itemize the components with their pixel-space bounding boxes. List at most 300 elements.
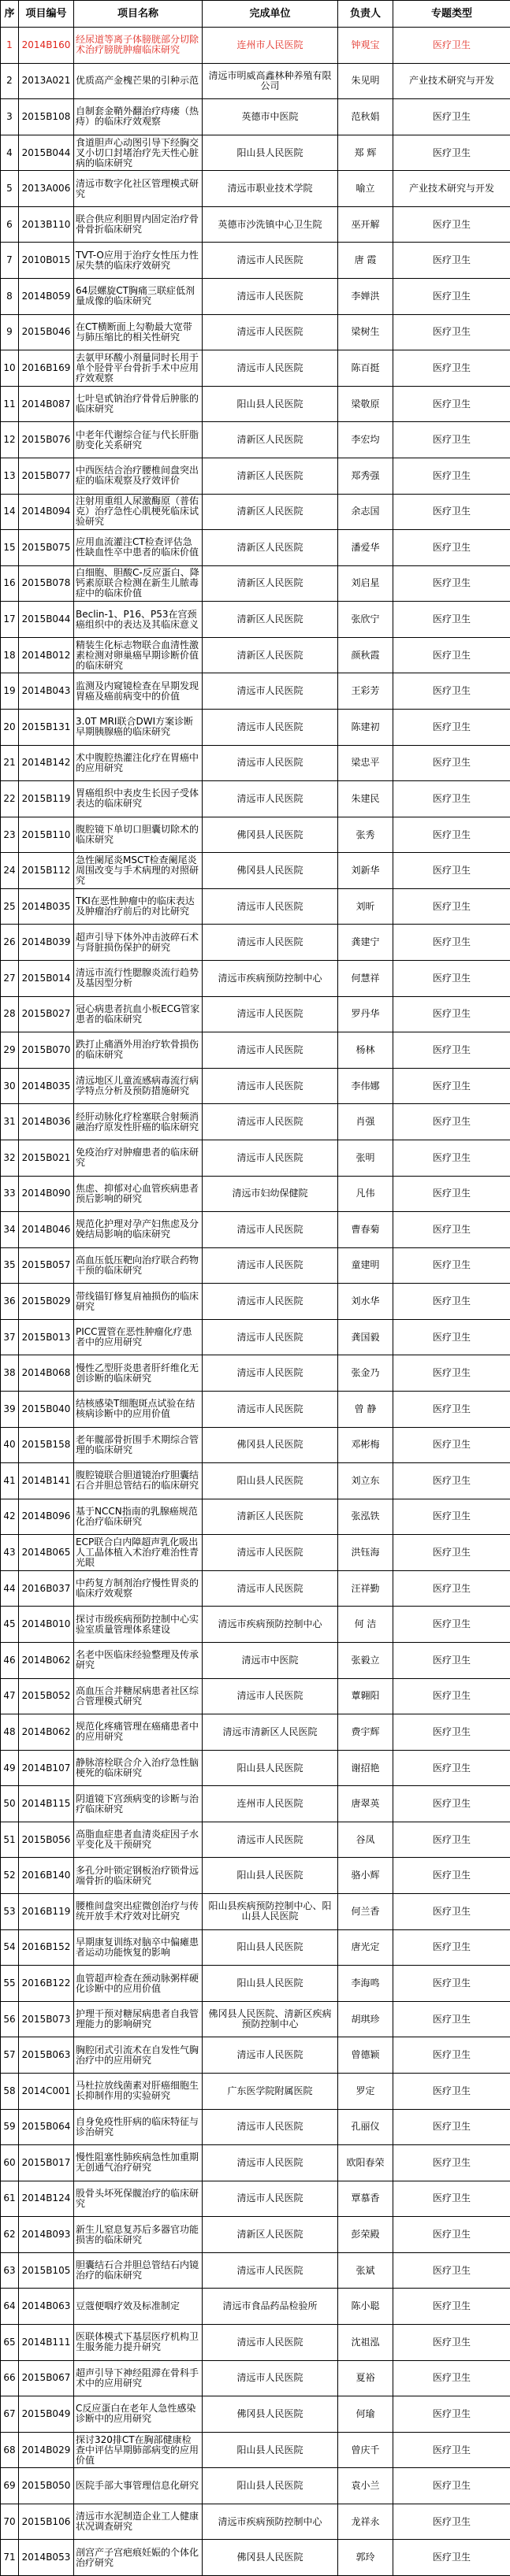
cell-person <box>338 494 393 530</box>
cell-code <box>19 1427 74 1463</box>
cell-unit <box>203 458 338 494</box>
cell-unit <box>203 99 338 135</box>
cell-code <box>19 853 74 889</box>
cell-unit-text: 佛冈县人民医院 <box>236 2408 303 2419</box>
cell-unit <box>203 1032 338 1069</box>
cell-code-text: 2015B050 <box>21 2481 71 2492</box>
cell-no <box>1 1929 19 1966</box>
cell-no <box>1 28 19 64</box>
cell-code-text: 2014B062 <box>21 1655 71 1666</box>
cell-title-text: 优质高产金槐芒果的引种示范 <box>76 76 199 87</box>
cell-unit <box>203 745 338 781</box>
cell-no-text: 61 <box>3 2193 16 2204</box>
cell-person-text: 张秀 <box>356 829 375 840</box>
cell-type <box>393 673 510 710</box>
cell-unit-text: 清远市人民医院 <box>236 2193 303 2204</box>
cell-type-text: 医疗卫生 <box>432 2157 471 2168</box>
cell-type-text: 医疗卫生 <box>432 2229 471 2241</box>
cell-type <box>393 2504 510 2540</box>
cell-unit <box>203 28 338 64</box>
cell-title <box>74 1247 203 1284</box>
cell-no-text: 28 <box>3 1009 16 1020</box>
cell-person-text: 范秋娟 <box>351 111 380 122</box>
cell-code-text: 2015B105 <box>21 2265 71 2276</box>
header-type: 专题类型 <box>393 1 510 28</box>
cell-unit-text: 清远市清新区人民医院 <box>222 1726 318 1737</box>
cell-type <box>393 135 510 171</box>
cell-title-text: 3.0T MRI联合DWI方案诊断早期胰腺癌的临床研究 <box>76 717 194 738</box>
cell-title <box>74 99 203 135</box>
table-row <box>1 1607 510 1643</box>
cell-unit-text: 佛冈县人民医院 <box>236 2552 303 2563</box>
cell-code-text: 2016B119 <box>21 1906 71 1917</box>
cell-unit <box>203 2145 338 2181</box>
cell-code-text: 2015B021 <box>21 1152 71 1163</box>
cell-no-text: 14 <box>3 506 16 517</box>
cell-type-text: 医疗卫生 <box>432 2301 471 2312</box>
cell-code-text: 2015B014 <box>21 973 71 984</box>
cell-no-text: 59 <box>3 2122 16 2133</box>
cell-no-text: 40 <box>3 1440 16 1451</box>
cell-unit <box>203 1678 338 1714</box>
cell-type-text: 产业技术研究与开发 <box>408 76 494 87</box>
cell-code-text: 2015B076 <box>21 435 71 446</box>
cell-type <box>393 1535 510 1571</box>
cell-code-text: 2015B158 <box>21 1440 71 1451</box>
cell-person <box>338 1607 393 1643</box>
cell-no <box>1 1607 19 1643</box>
cell-person-text: 龚国毅 <box>351 1332 380 1343</box>
cell-type <box>393 1570 510 1607</box>
cell-person-text: 罗丹华 <box>351 1009 380 1020</box>
cell-type-text: 医疗卫生 <box>432 1978 471 1989</box>
cell-title-text: 胸腔闭式引流术在自发性气胸治疗中的应用研究 <box>76 2044 199 2066</box>
cell-unit-text: 清远市人民医院 <box>236 1080 303 1092</box>
cell-code-text: 2014B035 <box>21 901 71 912</box>
cell-no <box>1 1714 19 1751</box>
cell-code-text: 2016B169 <box>21 362 71 373</box>
cell-type <box>393 602 510 638</box>
table-row <box>1 2037 510 2074</box>
cell-code <box>19 2073 74 2109</box>
cell-title <box>74 2360 203 2396</box>
cell-title <box>74 2252 203 2289</box>
cell-type <box>393 996 510 1032</box>
cell-unit <box>203 1212 338 1248</box>
cell-title <box>74 637 203 673</box>
cell-title-text: 股骨头坏死保髋治疗的临床研究 <box>76 2188 199 2209</box>
cell-title <box>74 2289 203 2325</box>
cell-type-text: 医疗卫生 <box>432 2516 471 2527</box>
cell-type-text: 医疗卫生 <box>432 2014 471 2025</box>
cell-code <box>19 1607 74 1643</box>
cell-no <box>1 853 19 889</box>
cell-title <box>74 63 203 99</box>
cell-no-text: 13 <box>3 470 16 481</box>
cell-unit <box>203 1247 338 1284</box>
cell-person <box>338 2037 393 2074</box>
cell-unit <box>203 853 338 889</box>
cell-person-text: 沈祖泓 <box>351 2337 380 2348</box>
cell-code <box>19 925 74 961</box>
table-row <box>1 853 510 889</box>
cell-title <box>74 1894 203 1930</box>
cell-no-text: 52 <box>3 1870 16 1881</box>
cell-code <box>19 709 74 745</box>
cell-title-text: 清远市数字化社区管理模式研究 <box>76 178 199 199</box>
cell-person <box>338 2540 393 2576</box>
cell-title-text: 早期康复训练对脑卒中偏瘫患者运动功能恢复的影响 <box>76 1937 199 1958</box>
cell-unit-text: 清远市食品药品检验所 <box>222 2301 318 2312</box>
cell-unit-text: 阳山县疾病预防控制中心、阳山县人民医院 <box>208 1901 332 1922</box>
cell-title <box>74 2540 203 2576</box>
cell-type <box>393 1032 510 1069</box>
cell-unit <box>203 350 338 387</box>
cell-unit <box>203 2109 338 2145</box>
cell-title <box>74 2468 203 2504</box>
table-row <box>1 314 510 350</box>
cell-code <box>19 171 74 207</box>
cell-title-text: 高血压低压靶向治疗联合药物干预的临床研究 <box>76 1255 199 1276</box>
cell-unit-text: 清远市人民医院 <box>236 1117 303 1128</box>
cell-no <box>1 2037 19 2074</box>
cell-code <box>19 1319 74 1355</box>
cell-no <box>1 2217 19 2253</box>
cell-code <box>19 1032 74 1069</box>
cell-title-text: 胃癌组织中表皮生长因子受体表达的临床研究 <box>76 788 199 810</box>
cell-title <box>74 1714 203 1751</box>
cell-person-text: 曾庆千 <box>351 2444 380 2456</box>
cell-title <box>74 2181 203 2217</box>
cell-unit <box>203 314 338 350</box>
cell-code-text: 2014B039 <box>21 937 71 948</box>
cell-title-text: 血管超声检查在颈动脉粥样硬化诊断中的应用价值 <box>76 1973 199 1994</box>
cell-title <box>74 2325 203 2361</box>
cell-unit-text: 清新区人民医院 <box>236 1511 303 1522</box>
cell-person-text: 张斌 <box>356 2265 375 2276</box>
cell-type-text: 医疗卫生 <box>432 2481 471 2492</box>
cell-code <box>19 1714 74 1751</box>
cell-title <box>74 2037 203 2074</box>
cell-title <box>74 458 203 494</box>
cell-type <box>393 2360 510 2396</box>
cell-title-text: 自制套金鞘外翻治疗痔瘘（热痔）的临床疗效观察 <box>76 106 199 128</box>
cell-code <box>19 637 74 673</box>
cell-title <box>74 1786 203 1822</box>
cell-code <box>19 1678 74 1714</box>
cell-unit <box>203 1391 338 1427</box>
cell-unit-text: 清新区人民医院 <box>236 614 303 625</box>
cell-type <box>393 63 510 99</box>
cell-unit-text: 清远市人民医院 <box>236 1224 303 1235</box>
cell-type <box>393 1427 510 1463</box>
cell-no-text: 67 <box>3 2408 16 2419</box>
cell-no <box>1 602 19 638</box>
cell-title-text: 中西医结合治疗腰椎间盘突出症的临床观察及疗效评价 <box>76 465 199 487</box>
cell-type-text: 医疗卫生 <box>432 758 471 769</box>
cell-person <box>338 1247 393 1284</box>
table-row <box>1 1786 510 1822</box>
cell-person-text: 欧阳春荣 <box>346 2157 385 2168</box>
cell-code <box>19 602 74 638</box>
cell-code-text: 2015B017 <box>21 2157 71 2168</box>
table-row <box>1 1499 510 1535</box>
cell-code <box>19 2252 74 2289</box>
cell-code <box>19 422 74 458</box>
cell-person-text: 龙祥永 <box>351 2516 380 2527</box>
cell-title-text: 探讨320排CT在胸部健康检查中评估早期肺部病变的应用价值 <box>76 2434 199 2466</box>
cell-no-text: 25 <box>3 901 16 912</box>
cell-no <box>1 1858 19 1894</box>
cell-type-text: 医疗卫生 <box>432 1224 471 1235</box>
cell-code-text: 2014B062 <box>21 1726 71 1737</box>
table-row <box>1 2360 510 2396</box>
cell-code-text: 2015B119 <box>21 793 71 804</box>
table-row <box>1 1570 510 1607</box>
cell-title-text: 马杜拉放线菌素对肝癌细胞生长抑制作用的实验研究 <box>76 2081 199 2102</box>
cell-title <box>74 1212 203 1248</box>
cell-no-text: 30 <box>3 1080 16 1092</box>
cell-person <box>338 853 393 889</box>
cell-code <box>19 1284 74 1320</box>
cell-type <box>393 1247 510 1284</box>
cell-type <box>393 279 510 315</box>
cell-no <box>1 1786 19 1822</box>
cell-type-text: 医疗卫生 <box>432 2265 471 2276</box>
cell-code-text: 2015B131 <box>21 721 71 732</box>
table-row <box>1 1714 510 1751</box>
cell-person-text: 陈小聪 <box>351 2301 380 2312</box>
cell-unit-text: 英德市中医院 <box>241 111 299 122</box>
cell-type-text: 医疗卫生 <box>432 686 471 697</box>
cell-unit <box>203 279 338 315</box>
cell-person <box>338 2217 393 2253</box>
cell-title-text: 超声引导下神经阻滞在骨科手术中的应用研究 <box>76 2367 199 2389</box>
cell-code-text: 2014B094 <box>21 506 71 517</box>
cell-person <box>338 1140 393 1176</box>
cell-code-text: 2015B044 <box>21 614 71 625</box>
cell-no-text: 31 <box>3 1117 16 1128</box>
cell-person <box>338 1463 393 1499</box>
cell-code-text: 2014B036 <box>21 1117 71 1128</box>
cell-code-text: 2015B046 <box>21 327 71 338</box>
cell-title-text: 慢性乙型肝炎患者肝纤维化无创诊断的临床研究 <box>76 1362 199 1384</box>
cell-type-text: 医疗卫生 <box>432 721 471 732</box>
table-row <box>1 817 510 853</box>
cell-person-text: 邓彬梅 <box>351 1440 380 1451</box>
cell-type-text: 医疗卫生 <box>432 973 471 984</box>
cell-title <box>74 1284 203 1320</box>
cell-code-text: 2014B160 <box>21 39 71 50</box>
cell-unit <box>203 2360 338 2396</box>
cell-unit <box>203 1894 338 1930</box>
cell-unit-text: 清远市人民医院 <box>236 901 303 912</box>
cell-code <box>19 565 74 602</box>
cell-no <box>1 99 19 135</box>
cell-type-text: 医疗卫生 <box>432 1152 471 1163</box>
cell-title-text: 清远市流行性腮腺炎流行趋势及基因型分析 <box>76 968 199 989</box>
cell-code <box>19 2325 74 2361</box>
header-row <box>1 1 510 28</box>
cell-person <box>338 422 393 458</box>
cell-type-text: 医疗卫生 <box>432 398 471 410</box>
cell-type <box>393 1104 510 1140</box>
cell-no-text: 18 <box>3 650 16 661</box>
cell-no <box>1 279 19 315</box>
cell-title-text: 高脂血症患者血清炎症因子水平变化及干预研究 <box>76 1829 199 1851</box>
header-person: 负责人 <box>338 1 393 28</box>
table-row <box>1 1068 510 1104</box>
cell-title-text: 食道胆声心动图引导下经胸交叉小切口封堵治疗先天性心脏病的临床研究 <box>76 137 199 169</box>
cell-type <box>393 2037 510 2074</box>
cell-type <box>393 637 510 673</box>
cell-no-text: 62 <box>3 2229 16 2241</box>
cell-code-text: 2014B124 <box>21 2193 71 2204</box>
cell-unit-text: 清远市人民医院 <box>236 721 303 732</box>
cell-type <box>393 1929 510 1966</box>
cell-code-text: 2016B037 <box>21 1583 71 1594</box>
cell-code <box>19 745 74 781</box>
cell-code-text: 2015B075 <box>21 542 71 553</box>
cell-code-text: 2014B093 <box>21 2229 71 2241</box>
cell-type-text: 医疗卫生 <box>432 2408 471 2419</box>
cell-unit-text: 清远市疾病预防控制中心 <box>218 973 322 984</box>
cell-code <box>19 350 74 387</box>
cell-person-text: 梁敬原 <box>351 398 380 410</box>
cell-person-text: 费宇辉 <box>351 1726 380 1737</box>
cell-title <box>74 1929 203 1966</box>
table-row <box>1 279 510 315</box>
cell-no <box>1 1140 19 1176</box>
cell-person-text: 巫开解 <box>351 219 380 230</box>
cell-no <box>1 1499 19 1535</box>
cell-code <box>19 888 74 925</box>
cell-unit-text: 清远市人民医院 <box>236 2373 303 2384</box>
cell-code-text: 2015B052 <box>21 1691 71 1702</box>
cell-person <box>338 888 393 925</box>
table-row <box>1 1750 510 1786</box>
cell-no-text: 38 <box>3 1368 16 1379</box>
cell-type <box>393 1822 510 1858</box>
cell-person-text: 张泓铁 <box>351 1511 380 1522</box>
cell-person <box>338 1212 393 1248</box>
cell-title <box>74 135 203 171</box>
cell-person <box>338 745 393 781</box>
cell-code <box>19 817 74 853</box>
cell-code <box>19 2145 74 2181</box>
cell-no-text: 3 <box>6 111 13 122</box>
cell-code <box>19 781 74 817</box>
cell-code-text: 2015B078 <box>21 578 71 589</box>
cell-type-text: 医疗卫生 <box>432 2122 471 2133</box>
table-body <box>1 28 510 2576</box>
cell-unit <box>203 1463 338 1499</box>
table-row <box>1 2217 510 2253</box>
cell-person-text: 骆小辉 <box>351 1870 380 1881</box>
cell-person <box>338 996 393 1032</box>
cell-type <box>393 2001 510 2037</box>
cell-title-text: 探讨市级疾病预防控制中心实验室质量管理体系建设 <box>76 1614 199 1635</box>
cell-title <box>74 386 203 422</box>
cell-person <box>338 2073 393 2109</box>
cell-title-text: 免疫治疗对肿瘤患者的临床研究 <box>76 1147 199 1169</box>
cell-type <box>393 1678 510 1714</box>
cell-person-text: 郭玲 <box>356 2552 375 2563</box>
cell-unit-text: 清远市人民医院 <box>236 1547 303 1559</box>
cell-title-text: 腹腔镜下单切口胆囊切除术的临床研究 <box>76 825 199 845</box>
table-row <box>1 709 510 745</box>
cell-type <box>393 961 510 997</box>
table-row <box>1 2468 510 2504</box>
cell-no-text: 1 <box>6 39 13 50</box>
cell-no <box>1 1750 19 1786</box>
cell-type <box>393 1212 510 1248</box>
cell-no-text: 20 <box>3 721 16 732</box>
cell-type-text: 医疗卫生 <box>432 1332 471 1343</box>
cell-unit <box>203 63 338 99</box>
cell-person-text: 刘昕 <box>356 901 375 912</box>
cell-unit <box>203 1858 338 1894</box>
cell-person-text: 汪祥勤 <box>351 1583 380 1594</box>
cell-code <box>19 2540 74 2576</box>
cell-type-text: 医疗卫生 <box>432 219 471 230</box>
cell-no-text: 5 <box>6 183 13 195</box>
cell-unit-text: 清远市职业技术学院 <box>227 183 313 195</box>
cell-no-text: 41 <box>3 1475 16 1486</box>
cell-title-text: 经尿道等离子体膀胱部分切除术治疗膀胱肿瘤临床研究 <box>76 35 199 56</box>
cell-type-text: 医疗卫生 <box>432 1440 471 1451</box>
cell-no <box>1 530 19 566</box>
cell-unit-text: 阳山县人民医院 <box>236 2481 303 2492</box>
cell-person-text: 李婵洪 <box>351 291 380 302</box>
cell-person <box>338 2360 393 2396</box>
table-row <box>1 99 510 135</box>
cell-unit-text: 清远市人民医院 <box>236 1368 303 1379</box>
cell-unit-text: 清远市人民医院 <box>236 1296 303 1307</box>
cell-title-text: 老年髋部骨折围手术期综合管理的临床研究 <box>76 1434 199 1455</box>
cell-person <box>338 925 393 961</box>
table-row <box>1 171 510 207</box>
cell-title-text: 精装生化标志物联合血清性激素检测对卵巢癌早期诊断价值的临床研究 <box>76 639 199 671</box>
cell-title <box>74 673 203 710</box>
cell-no-text: 37 <box>3 1332 16 1343</box>
cell-type <box>393 171 510 207</box>
cell-person <box>338 243 393 279</box>
cell-unit <box>203 996 338 1032</box>
cell-no-text: 58 <box>3 2085 16 2096</box>
cell-person <box>338 602 393 638</box>
cell-type <box>393 2217 510 2253</box>
cell-type <box>393 565 510 602</box>
cell-person-text: 覃慕香 <box>351 2193 380 2204</box>
cell-code <box>19 961 74 997</box>
cell-title <box>74 1858 203 1894</box>
table-row <box>1 530 510 566</box>
cell-unit-text: 清远市人民医院 <box>236 291 303 302</box>
cell-no-text: 69 <box>3 2481 16 2492</box>
cell-code-text: 2014B107 <box>21 1762 71 1774</box>
cell-no-text: 11 <box>3 398 16 410</box>
cell-type-text: 医疗卫生 <box>432 793 471 804</box>
cell-type <box>393 2252 510 2289</box>
cell-no <box>1 2396 19 2433</box>
cell-type <box>393 1643 510 1679</box>
cell-no <box>1 1319 19 1355</box>
cell-type <box>393 1284 510 1320</box>
cell-person <box>338 2468 393 2504</box>
cell-code <box>19 1643 74 1679</box>
cell-no-text: 65 <box>3 2337 16 2348</box>
